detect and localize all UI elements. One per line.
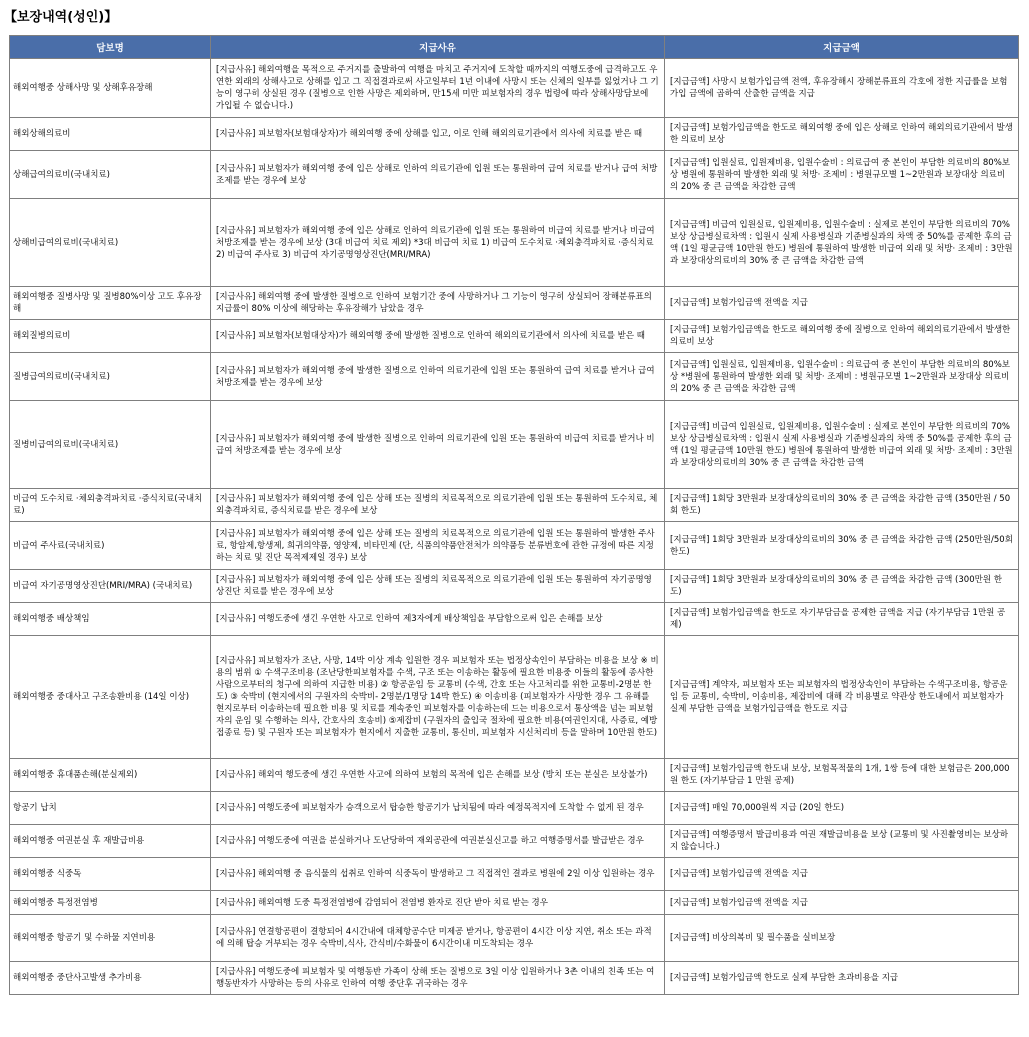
coverage-name-cell: 해외여행중 질병사망 및 질병80%이상 고도 후유장해 xyxy=(10,287,211,320)
payment-reason-cell: [지급사유] 해외여행 중 음식물의 섭취로 인하여 식중독이 발생하고 그 직접적인 결과로 병원에 2일 이상 입원하는 경우 xyxy=(211,858,665,891)
payment-reason-cell: [지급사유] 여행도중에 생긴 우연한 사고로 인하여 제3자에게 배상책임을 부담함으로써 입은 손해를 보상 xyxy=(211,603,665,636)
table-row xyxy=(10,401,1019,489)
table-row xyxy=(10,151,1019,199)
table-row xyxy=(10,825,1019,858)
payment-amount-cell: [지급금액] 보험가입금액 한도내 보상, 보험목적물의 1개, 1쌍 등에 대한 보험금은 200,000원 한도 (자기부담금 1 만원 공제) xyxy=(665,759,1019,792)
payment-reason-cell: [지급사유] 연결항공편이 결항되어 4시간내에 대체항공수단 미제공 받거나, 항공편이 4시간 이상 지연, 취소 또는 과적에 의해 탑승 거부되는 경우 숙박비,식사, 간식비/수화물이 6시간이내 미도착되는 경우 xyxy=(211,915,665,962)
payment-reason-cell: [지급사유] 피보험자가 해외여행 중에 발생한 질병으로 인하여 의료기관에 입원 또는 통원하여 비급여 치료를 받거나 비급여 처방조제를 받는 경우에 보상 xyxy=(211,401,665,489)
payment-reason-cell: [지급사유] 피보험자가 해외여행 중에 입은 상해 또는 질병의 치료목적으로 의료기관에 입원 또는 통원하여 자기공명영상진단 치료를 받은 경우에 보상 xyxy=(211,570,665,603)
header-coverage-name: 담보명 xyxy=(10,36,211,59)
payment-amount-cell: [지급금액] 비급여 입원실료, 입원제비용, 입원수술비 : 실제로 본인이 부담한 의료비의 70%보상 상급병실료차액 : 입원시 실제 사용병실과 기준병실과의 차액 중 50%를 공제한 후의 금액 (1일 평균금액 10만원 한도) 병원에 통원하여 발생한 비급여 외래 및 처방· 조제비 : 3만원과 보장대상의료비의 30% 중 큰 금액을 차감한 금액 xyxy=(665,401,1019,489)
coverage-name-cell: 질병급여의료비(국내치료) xyxy=(10,353,211,401)
table-row xyxy=(10,489,1019,522)
payment-reason-cell: [지급사유] 피보험자가 해외여행 중에 입은 상해로 인하여 의료기관에 입원 또는 통원하여 비급여 치료를 받거나 비급여 처방조제를 받는 경우에 보상 (3대 비급여 치료 제외) *3대 비급여 치료 1) 비급여 도수치료 ·체외충격파치료 ·증식치료 2) 비급여 주사료 3) 비급여 자기공명영상진단(MRI/MRA) xyxy=(211,199,665,287)
payment-amount-cell: [지급금액] 보험가입금액 전액을 지급 xyxy=(665,891,1019,915)
page-title: 【보장내역(성인)】 xyxy=(4,10,118,25)
coverage-name-cell: 상해급여의료비(국내치료) xyxy=(10,151,211,199)
payment-amount-cell: [지급금액] 1회당 3만원과 보장대상의료비의 30% 중 큰 금액을 차감한 금액 (300만원 한도) xyxy=(665,570,1019,603)
header-payment-reason: 지급사유 xyxy=(211,36,665,59)
payment-amount-cell: [지급금액] 계약자, 피보험자 또는 피보험자의 법정상속인이 부담하는 수색구조비용, 항공운임 등 교통비, 숙박비, 이송비용, 제잡비에 대해 각 비용별로 약관상 한도내에서 피보험자가 실제 부담한 금액을 보험가입금액을 한도로 지급 xyxy=(665,636,1019,759)
table-row xyxy=(10,915,1019,962)
coverage-name-cell: 비급여 자기공명영상진단(MRI/MRA) (국내치료) xyxy=(10,570,211,603)
table-row xyxy=(10,522,1019,570)
table-row xyxy=(10,759,1019,792)
table-row xyxy=(10,199,1019,287)
payment-amount-cell: [지급금액] 보험가입금액을 한도로 해외여행 중에 입은 상해로 인하여 해외의료기관에서 발생한 의료비 보상 xyxy=(665,118,1019,151)
coverage-name-cell: 해외여행중 배상책임 xyxy=(10,603,211,636)
header-payment-amount: 지급금액 xyxy=(665,36,1019,59)
coverage-name-cell: 해외여행중 상해사망 및 상해후유장해 xyxy=(10,59,211,118)
table-row xyxy=(10,59,1019,118)
payment-amount-cell: [지급금액] 입원실료, 입원제비용, 입원수술비 : 의료급여 중 본인이 부담한 의료비의 80%보상 *병원에 통원하여 발생한 외래 및 처방· 조제비 : 병원규모별 1~2만원과 보장대상 의료비의 20% 중 큰 금액을 차감한 금액 xyxy=(665,353,1019,401)
table-row xyxy=(10,570,1019,603)
coverage-name-cell: 상해비급여의료비(국내치료) xyxy=(10,199,211,287)
table-row xyxy=(10,636,1019,759)
payment-reason-cell: [지급사유] 여행도중에 피보험자가 승객으로서 탑승한 항공기가 납치됨에 따라 예정목적지에 도착할 수 없게 된 경우 xyxy=(211,792,665,825)
table-row xyxy=(10,603,1019,636)
payment-amount-cell: [지급금액] 비상의복비 및 필수품을 실비보장 xyxy=(665,915,1019,962)
coverage-name-cell: 해외여행중 식중독 xyxy=(10,858,211,891)
payment-amount-cell: [지급금액] 입원실료, 입원제비용, 입원수술비 : 의료급여 중 본인이 부담한 의료비의 80%보상 병원에 통원하여 발생한 외래 및 처방· 조제비 : 병원규모별 1~2만원과 보장대상 의료비의 20% 중 큰 금액을 차감한 금액 xyxy=(665,151,1019,199)
coverage-name-cell: 해외질병의료비 xyxy=(10,320,211,353)
payment-amount-cell: [지급금액] 보험가입금액 전액을 지급 xyxy=(665,287,1019,320)
coverage-table xyxy=(9,35,1019,995)
coverage-name-cell: 항공기 납치 xyxy=(10,792,211,825)
coverage-name-cell: 해외여행중 여권분실 후 재발급비용 xyxy=(10,825,211,858)
payment-amount-cell: [지급금액] 보험가입금액 한도로 실제 부담한 초과비용을 지급 xyxy=(665,962,1019,995)
payment-reason-cell: [지급사유] 여행도중에 여권을 분실하거나 도난당하여 재외공관에 여권분실신고를 하고 여행증명서를 발급받은 경우 xyxy=(211,825,665,858)
payment-amount-cell: [지급금액] 사망시 보험가입금액 전액, 후유장해시 장해분류표의 각호에 정한 지급률을 보험가입 금액에 곱하여 산출한 금액을 지급 xyxy=(665,59,1019,118)
coverage-name-cell: 해외여행중 중대사고 구조송환비용 (14일 이상) xyxy=(10,636,211,759)
payment-amount-cell: [지급금액] 보험가입금액 전액을 지급 xyxy=(665,858,1019,891)
payment-reason-cell: [지급사유] 해외여행 도중 특정전염병에 감염되어 전염병 환자로 진단 받아 치료 받는 경우 xyxy=(211,891,665,915)
payment-amount-cell: [지급금액] 여행증명서 발급비용과 여권 재발급비용을 보상 (교통비 및 사진촬영비는 보상하지 않습니다.) xyxy=(665,825,1019,858)
payment-reason-cell: [지급사유] 여행도중에 피보험자 및 여행동반 가족이 상해 또는 질병으로 3일 이상 입원하거나 3촌 이내의 친족 또는 여행동반자가 사망하는 등의 사유로 인하여 여행 중단후 귀국하는 경우 xyxy=(211,962,665,995)
table-row xyxy=(10,792,1019,825)
table-row xyxy=(10,858,1019,891)
payment-reason-cell: [지급사유] 해외여 행도중에 생긴 우연한 사고에 의하여 보험의 목적에 입은 손해를 보상 (방치 또는 분실은 보상불가) xyxy=(211,759,665,792)
table-header-row xyxy=(10,36,1019,59)
payment-amount-cell: [지급금액] 보험가입금액을 한도로 자기부담금을 공제한 금액을 지급 (자기부담금 1만원 공제) xyxy=(665,603,1019,636)
table-row xyxy=(10,353,1019,401)
payment-reason-cell: [지급사유] 해외여행 중에 발생한 질병으로 인하여 보험기간 중에 사망하거나 그 기능이 영구히 상실되어 장해분류표의 지급률이 80% 이상에 해당하는 후유장해가 남았을 경우 xyxy=(211,287,665,320)
table-row xyxy=(10,962,1019,995)
table-row xyxy=(10,287,1019,320)
payment-reason-cell: [지급사유] 피보험자가 조난, 사망, 14박 이상 계속 입원한 경우 피보험자 또는 법정상속인이 부담하는 비용을 보상 ※ 비용의 범위 ① 수색구조비용 (조난당한피보험자를 수색, 구조 또는 이송하는 활동에 필요한 비용중 이들의 활동에 종사한 사람으로부터의 청구에 의하여 지급한 비용) ② 항공운임 등 교통비 (수색, 간호 또는 사고처리를 위한 교통비-2명분 한도) ③ 숙박비 (현지에서의 구원자의 숙박비- 2명분/1명당 14박 한도) ④ 이송비용 (피보험자가 사망한 경우 그 유해를 현지로부터 이송하는데 필요한 비용 및 치료를 계속중인 피보험자를 이송하는데 드는 비용으로서 통상액을 넘는 피보험자의 운임 및 수행하는 의사, 간호사의 호송비) ⑤제잡비 (구원자의 출입국 절차에 필요한 비용(여권인지대, 사증료, 예방접종료 등) 및 구원자 또는 피보험자가 현지에서 지출한 교통비, 통신비, 피보험자 시신처리비 등을 말하며 10만원 한도) xyxy=(211,636,665,759)
payment-reason-cell: [지급사유] 피보험자가 해외여행 중에 발생한 질병으로 인하여 의료기관에 입원 또는 통원하여 급여 치료를 받거나 급여 처방조제를 받는 경우에 보상 xyxy=(211,353,665,401)
coverage-name-cell: 해외여행중 중단사고발생 추가비용 xyxy=(10,962,211,995)
payment-amount-cell: [지급금액] 비급여 입원실료, 입원제비용, 입원수술비 : 실제로 본인이 부담한 의료비의 70%보상 상급병실료차액 : 입원시 실제 사용병실과 기준병실과의 차액 중 50%를 공제한 후의 금액 (1일 평균금액 10만원 한도) 병원에 통원하여 발생한 비급여 외래 및 처방· 조제비 : 3만원과 보장대상의료비의 30% 중 큰 금액을 차감한 금액 xyxy=(665,199,1019,287)
payment-reason-cell: [지급사유] 피보험자가 해외여행 중에 입은 상해 또는 질병의 치료목적으로 의료기관에 입원 또는 통원하여 발생한 주사료, 항암제,항생제, 희귀의약품, 영양제, 비타민제 (단, 식품의약품안전처가 의약품등 분류번호에 관한 규정에 따른 지정하는 치료 및 진단 목적제제일 경우) 보상 xyxy=(211,522,665,570)
payment-amount-cell: [지급금액] 1회당 3만원과 보장대상의료비의 30% 중 큰 금액을 차감한 금액 (350만원 / 50회 한도) xyxy=(665,489,1019,522)
payment-reason-cell: [지급사유] 해외여행을 목적으로 주거지를 출발하여 여행을 마치고 주거지에 도착할 때까지의 여행도중에 급격하고도 우연한 외래의 상해사고로 상해를 입고 그 직접결과로써 사고일부터 1년 이내에 사망시 또는 신체의 일부를 잃었거나 그 기능이 영구히 상실된 경우 (질병으로 인한 사망은 제외하며, 만15세 미만 피보험자의 경우 법령에 따라 상해사망담보에 가입될 수 없습니다.) xyxy=(211,59,665,118)
coverage-name-cell: 질병비급여의료비(국내치료) xyxy=(10,401,211,489)
payment-amount-cell: [지급금액] 1회당 3만원과 보장대상의료비의 30% 중 큰 금액을 차감한 금액 (250만원/50회 한도) xyxy=(665,522,1019,570)
payment-reason-cell: [지급사유] 피보험자가 해외여행 중에 입은 상해 또는 질병의 치료목적으로 의료기관에 입원 또는 통원하여 도수치료, 체외충격파치료, 증식치료를 받은 경우에 보상 xyxy=(211,489,665,522)
coverage-name-cell: 해외여행중 휴대품손해(분실제외) xyxy=(10,759,211,792)
table-row xyxy=(10,118,1019,151)
coverage-name-cell: 해외여행중 특정전염병 xyxy=(10,891,211,915)
coverage-name-cell: 해외상해의료비 xyxy=(10,118,211,151)
table-row xyxy=(10,320,1019,353)
payment-reason-cell: [지급사유] 피보험자(보험대상자)가 해외여행 중에 발생한 질병으로 인하여 해외의료기관에서 의사에 치료를 받은 때 xyxy=(211,320,665,353)
payment-amount-cell: [지급금액] 보험가입금액을 한도로 해외여행 중에 질병으로 인하여 해외의료기관에서 발생한 의료비 보상 xyxy=(665,320,1019,353)
coverage-name-cell: 해외여행중 항공기 및 수하물 지연비용 xyxy=(10,915,211,962)
coverage-name-cell: 비급여 도수치료 ·체외충격파치료 ·증식치료(국내치료) xyxy=(10,489,211,522)
payment-amount-cell: [지급금액] 매일 70,000원씩 지급 (20일 한도) xyxy=(665,792,1019,825)
payment-reason-cell: [지급사유] 피보험자(보험대상자)가 해외여행 중에 상해를 입고, 이로 인해 해외의료기관에서 의사에 치료를 받은 때 xyxy=(211,118,665,151)
table-row xyxy=(10,891,1019,915)
coverage-name-cell: 비급여 주사료(국내치료) xyxy=(10,522,211,570)
payment-reason-cell: [지급사유] 피보험자가 해외여행 중에 입은 상해로 인하여 의료기관에 입원 또는 통원하여 급여 치료를 받거나 급여 처방조제를 받는 경우에 보상 xyxy=(211,151,665,199)
